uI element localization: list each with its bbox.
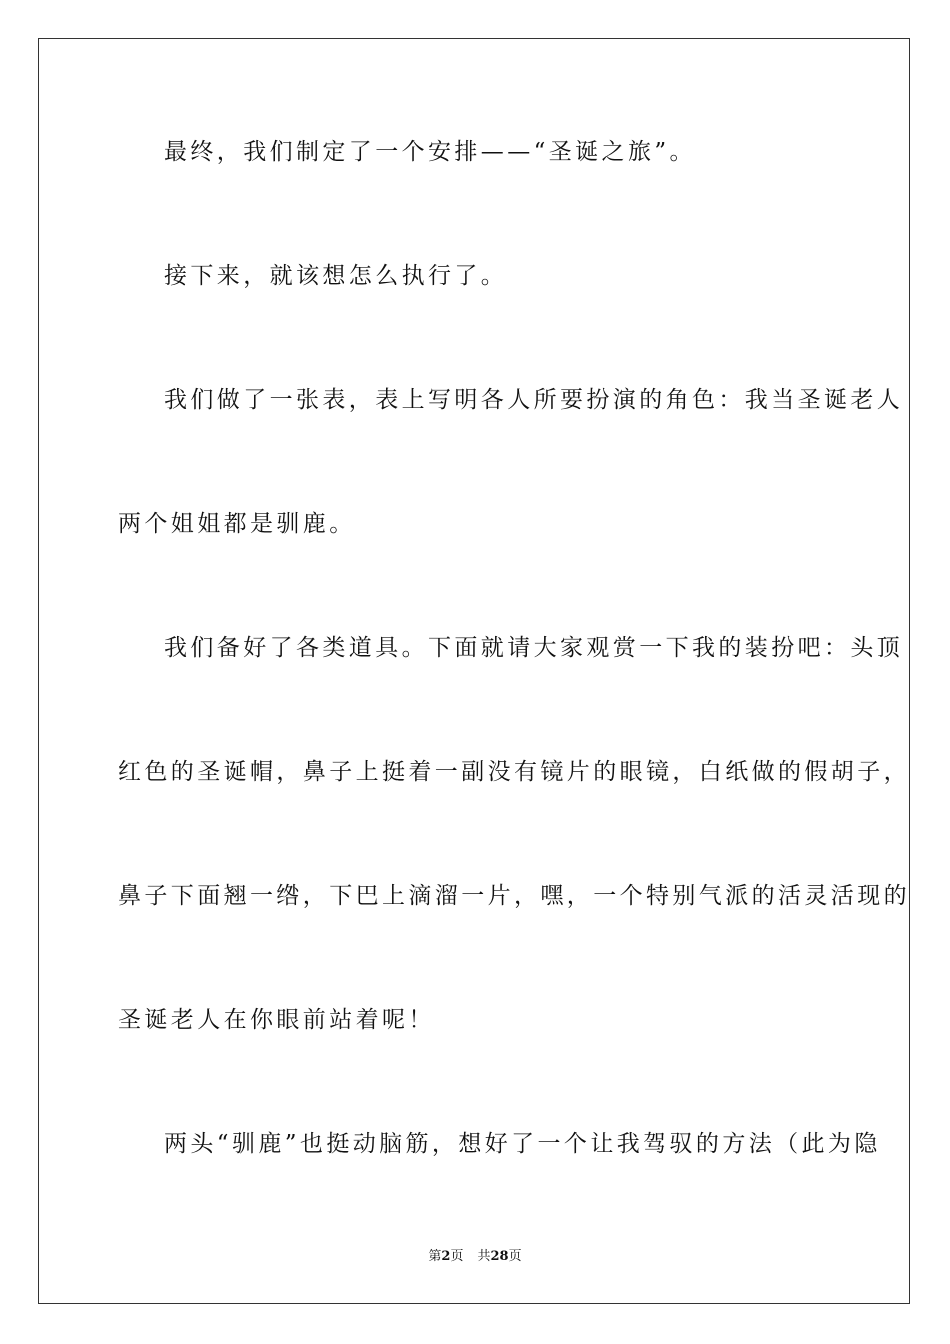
paragraph-line-9: 两头“驯鹿”也挺动脑筋，想好了一个让我驾驭的方法（此为隐 [164, 1131, 881, 1157]
total-prefix: 共 [477, 1249, 491, 1264]
total-suffix: 页 [508, 1249, 522, 1264]
paragraph-line-1: 最终，我们制定了一个安排——“圣诞之旅”。 [164, 139, 696, 165]
paragraph-line-6: 红色的圣诞帽，鼻子上挺着一副没有镜片的眼镜，白纸做的假胡子， [118, 759, 910, 785]
paragraph-line-5: 我们备好了各类道具。下面就请大家观赏一下我的装扮吧：头顶 [164, 635, 904, 661]
total-pages: 28 [490, 1249, 509, 1264]
paragraph-line-7: 鼻子下面翘一绺，下巴上滴溜一片，嘿，一个特别气派的活灵活现的 [118, 883, 910, 909]
page-footer [0, 1249, 950, 1265]
page-suffix: 页 [450, 1249, 464, 1264]
paragraph-line-8: 圣诞老人在你眼前站着呢！ [118, 1007, 435, 1033]
paragraph-line-4: 两个姐姐都是驯鹿。 [118, 511, 356, 537]
page-border [38, 38, 910, 1304]
page-prefix: 第 [428, 1249, 442, 1264]
paragraph-line-2: 接下来，就该想怎么执行了。 [164, 263, 508, 289]
page-number: 2 [441, 1249, 451, 1264]
paragraph-line-3: 我们做了一张表，表上写明各人所要扮演的角色：我当圣诞老人 [164, 387, 904, 413]
